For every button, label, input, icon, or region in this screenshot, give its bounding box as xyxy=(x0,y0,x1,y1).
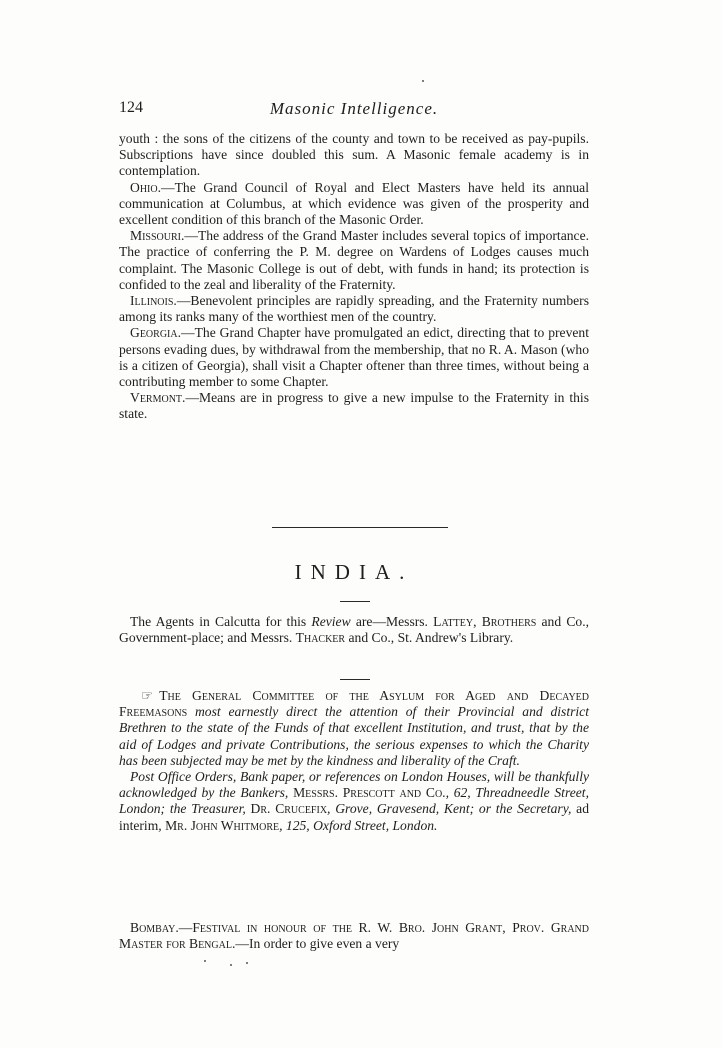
heading-rule xyxy=(340,601,370,602)
running-header xyxy=(119,99,589,119)
pointing-hand-icon: ☞ xyxy=(141,688,154,703)
agents-block xyxy=(119,614,589,646)
paragraph-georgia: Georgia.—The Grand Chapter have promulgated an edict, directing that to prevent persons evading dues, by withdrawal from the membership, that no R. A. Mason (who is a citizen of Georgia), shall visit a Chapter oftener than three times, without being a contributing member to some Chapter. xyxy=(119,325,589,390)
section-continued xyxy=(119,131,589,423)
section-heading-india: INDIA. xyxy=(294,560,414,584)
running-title: Masonic Intelligence. xyxy=(269,99,439,118)
paragraph-continued: youth : the sons of the citizens of the county and town to be received as pay-pupils. Subscriptions have since doubled this sum. A Masonic female academy is in contemplation. xyxy=(119,131,589,179)
state-illinois: Illinois. xyxy=(130,293,177,309)
paragraph-vermont: Vermont.—Means are in progress to give a new impulse to the Fraternity in this state. xyxy=(119,390,589,422)
section-divider xyxy=(272,527,448,528)
print-speck xyxy=(422,80,424,82)
notice-block xyxy=(119,688,589,834)
state-georgia: Georgia. xyxy=(130,325,181,341)
paragraph-post-office: Post Office Orders, Bank paper, or references on London Houses, will be thankfully acknowledged by the Bankers, Messrs. Prescott and Co., 62, Threadneedle Street, London; the Treasurer, Dr. Crucefix, Grove, Gravesend, Kent; or the Secretary, ad interim, Mr. John Whitmore, 125, Oxford Street, London. xyxy=(119,769,589,833)
state-missouri: Missouri. xyxy=(130,228,185,244)
paragraph-asylum-notice: ☞ The General Committee of the Asylum for Aged and Decayed Freemasons most earnestly direct the attention of their Provincial and district Brethren to the state of the Funds of that excellent Institution, and trust, that by the aid of Lodges and private Contributions, the serious expenses to which the Charity has been subjected may be met by the kindness and liberality of the Craft. xyxy=(119,688,589,768)
bombay-block xyxy=(119,920,589,952)
agents-rule xyxy=(340,679,370,680)
page-number: 124 xyxy=(119,99,143,116)
paragraph-ohio: Ohio.—The Grand Council of Royal and Elect Masters have held its annual communication at Columbus, at which evidence was given of the prosperity and excellent condition of this branch of the Masonic Order. xyxy=(119,179,589,228)
paragraph-bombay: Bombay.—Festival in honour of the R. W. Bro. John Grant, Prov. Grand Master for Bengal.—In order to give even a very xyxy=(119,920,589,952)
state-vermont: Vermont. xyxy=(130,390,186,406)
state-ohio: Ohio. xyxy=(130,179,161,195)
print-speck xyxy=(246,962,248,964)
print-speck xyxy=(204,960,206,962)
paragraph-missouri: Missouri.—The address of the Grand Master includes several topics of importance. The practice of conferring the P. M. degree on Wardens of Lodges causes much complaint. The Masonic College is out of debt, with funds in hand; its protection is confided to the zeal and liberality of the Fraternity. xyxy=(119,228,589,292)
paragraph-agents: The Agents in Calcutta for this Review are—Messrs. Lattey, Brothers and Co., Government-place; and Messrs. Thacker and Co., St. Andrew's Library. xyxy=(119,614,589,646)
paragraph-illinois: Illinois.—Benevolent principles are rapidly spreading, and the Fraternity numbers among its ranks many of the worthiest men of the country. xyxy=(119,293,589,325)
print-speck xyxy=(230,964,232,966)
